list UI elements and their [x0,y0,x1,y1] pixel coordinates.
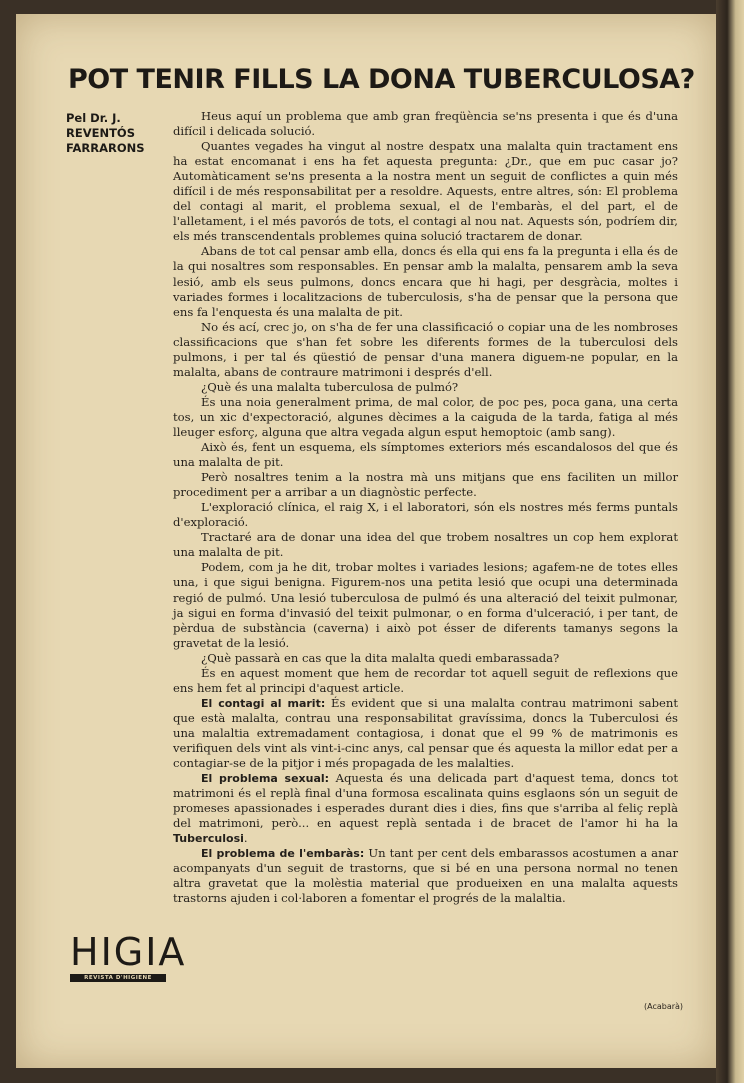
section-lead: El problema de l'embaràs: [201,847,365,861]
paragraph: Això és, fent un esquema, els símptomes exteriors més escandalosos del que és una malalta de pit. [173,440,678,470]
page-binding-edge [716,0,744,1083]
byline [66,111,186,156]
continued-note: (Acabarà) [644,1002,684,1011]
paragraph: L'exploració clínica, el raig X, i el laboratori, són els nostres més ferms puntals d'exploració. [173,500,678,530]
article-title: POT TENIR FILLS LA DONA TUBERCULOSA? [68,64,695,95]
paragraph-text: . [243,831,248,846]
paragraph [173,696,678,771]
section-lead: El problema sexual: [201,772,330,786]
paragraph-text: És evident que si una malalta contrau matrimoni sabent que està malalta, contrau una responsabilitat gravíssima, doncs la Tuberculosi és una malaltia extremadament contagiosa, i donat que el 99 % de matrimonis es verifiquen dels vint als vint-i-cinc anys, cal pensar que és aquesta la millor edat per a contagiar-se de la pitjor i més propagada de les malalties. [173,695,678,771]
emphasis: Tuberculosi [173,832,244,846]
paragraph [173,771,678,846]
higia-logo [70,930,187,982]
paragraph: Tractaré ara de donar una idea del que trobem nosaltres un cop hem explorat una malalta de pit. [173,530,678,560]
article-body [173,109,678,906]
byline-line: Pel Dr. J. [66,111,121,125]
paragraph: Abans de tot cal pensar amb ella, doncs és ella qui ens fa la pregunta i ella és de la qui nosaltres som responsables. En pensar amb la malalta, pensarem amb la seva lesió, amb els seus pulmons, doncs encara que hi hagi, per desgràcia, moltes i variades formes i localitzacions de tuberculosis, s'ha de pensar que la persona que ens fa l'enquesta és una malalta de pit. [173,244,678,319]
paragraph: No és ací, crec jo, on s'ha de fer una classificació o copiar una de les nombroses classificacions que s'han fet sobre les diferents formes de la tuberculosi dels pulmons, i per tal és qüestió de pensar d'una manera diguem-ne popular, en la malalta, abans de contraure matrimoni i després d'ell. [173,319,678,379]
paragraph: Heus aquí un problema que amb gran freqüència se'ns presenta i que és d'una difícil i delicada solució. [173,109,678,139]
paragraph [173,846,678,906]
paragraph: Quantes vegades ha vingut al nostre despatx una malalta quin tractament ens ha estat encomanat i ens ha fet aquesta pregunta: ¿Dr., que em puc casar jo? Automàticament se'ns presenta a la nostra ment un seguit de conflictes a quin més difícil i de més responsabilitat per a resoldre. Aquests, entre altres, són: El problema del contagi al marit, el problema sexual, el de l'embaràs, el del part, el de l'alletament, i el més pavorós de tots, el contagi al nou nat. Aquests són, podríem dir, els més transcendentals problemes quina solució tractarem de donar. [173,139,678,244]
paragraph: És en aquest moment que hem de recordar tot aquell seguit de reflexions que ens hem fet al principi d'aquest article. [173,665,678,695]
byline-line: FARRARONS [66,141,145,155]
paragraph: És una noia generalment prima, de mal color, de poc pes, poca gana, una certa tos, un xic d'expectoració, algunes dècimes a la caiguda de la tarda, fatiga al més lleuger esforç, alguna que altra vegada algun esput hemoptoic (amb sang). [173,394,678,439]
paragraph: Podem, com ja he dit, trobar moltes i variades lesions; agafem-ne de totes elles una, i que sigui benigna. Figurem-nos una petita lesió que ocupi una determinada regió de pulmó. Una lesió tuberculosa de pulmó és una alteració del teixit pulmonar, ja sigui en forma d'invasió del teixit pulmonar, o en forma d'ulceració, i per tant, de pèrdua de substància (caverna) i això pot ésser de diferents tamanys segons la gravetat de la lesió. [173,560,678,650]
logo-tagline: REVISTA D'HIGIENE [70,974,166,982]
logo-mark: HIGIA [70,930,187,974]
paragraph-text: Aquesta és una delicada part d'aquest tema, doncs tot matrimoni és el replà final d'una formosa escalinata quins esglaons són un seguit de promeses apassionades i esperades durant dies i dies, fins que s'arriba al feliç replà del matrimoni, però... en aquest replà sentada i de bracet de l'amor hi ha la [173,771,678,831]
byline-line: REVENTÓS [66,126,135,140]
paragraph: Però nosaltres tenim a la nostra mà uns mitjans que ens faciliten un millor procediment per a arribar a un diagnòstic perfecte. [173,470,678,500]
magazine-page [16,14,716,1068]
section-lead: El contagi al marit: [201,696,326,710]
paragraph: ¿Què és una malalta tuberculosa de pulmó? [201,379,459,394]
paragraph: ¿Què passarà en cas que la dita malalta quedi embarassada? [201,650,560,665]
paragraph-text: Un tant per cent dels embarassos acostumen a anar acompanyats d'un seguit de trastorns, que si bé en una persona normal no tenen altra gravetat que la molèstia material que produeixen en una malalta aquests trastorns ajuden i col·laboren a fomentar el progrés de la malaltia. [173,846,678,906]
